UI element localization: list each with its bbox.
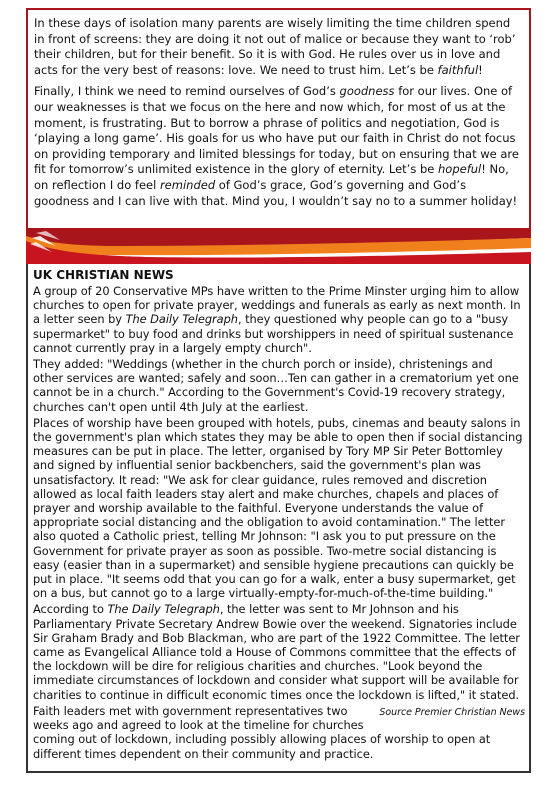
- news-paragraph-2: They added: "Weddings (whether in the church porch or inside), christenings and other services are wanted; safely and soon…Ten can gather in a crematorium yet one cannot be in a church." According to the Government's Covid-19 recovery strategy, churches can't open until 4th July at the earliest.: [33, 357, 519, 414]
- news-box: [26, 264, 531, 773]
- news-paragraph-1: A group of 20 Conservative MPs have written to the Prime Minster urging him to allow churches to open for private prayer, weddings and funerals as early as next month. In a letter seen by The Daily Telegraph, they questioned why people can go to a "busy supermarket" to buy food and drinks but worshippers in need of spiritual sustenance cannot currently pray in a largely empty church".: [33, 284, 521, 355]
- news-paragraph-4: According to The Daily Telegraph, the letter was sent to Mr Johnson and his Parliamentary Private Secretary Andrew Bowie over the weekend. Signatories include Sir Graham Brady and Bob Blackman, who are part of the 1922 Committee. The letter came as Evangelical Alliance told a House of Commons committee that the effects of the lockdown will be dire for religious charities and churches. "Look beyond the immediate circumstances of lockdown and consider what support will be available for charities to continue in difficult economic times once the lockdown is lifted," it stated.: [33, 602, 520, 702]
- source-credit: Source Premier Christian News: [379, 706, 525, 718]
- reflection-box: [26, 8, 531, 230]
- swoosh-graphic: [26, 228, 531, 264]
- news-paragraph-5: Source Premier Christian News Faith leaders met with government representatives two weeks ago and agreed to look at the timeline for churches coming out of lockdown, including possibly allowing places of worship to open at different times dependent on their community and practice.: [33, 703, 525, 761]
- reflection-paragraph-2: Finally, I think we need to remind ourselves of God’s goodness for our lives. One of our weaknesses is that we focus on the here and now which, for most of us at the moment, is frustrating. But to borrow a phrase of politics and negotiation, God is ‘playing a long game’. His goals for us who have put our faith in Christ do not focus on providing temporary and limited blessings for today, but on ensuring that we are fit for tomorrow’s unlimited existence in the glory of eternity. Let’s be hopeful! No, on reflection I do feel reminded of God’s grace, God’s governing and God’s goodness and I can live with that. Mind you, I wouldn’t say no to a summer holiday!: [34, 84, 519, 208]
- news-paragraph-3: Places of worship have been grouped with hotels, pubs, cinemas and beauty salons in the government's plan which states they may be able to open then if social distancing measures can be put in place. The letter, organised by Tory MP Sir Peter Bottomley and signed by influential senior backbenchers, said the government's plan was unsatisfactory. It read: "We ask for clear guidance, rules removed and discretion allowed as local faith leaders stay alert and make churches, chapels and places of prayer and worship available to the faithful. Everyone understands the value of appropriate social distancing and the obligation to avoid contamination." The letter also quoted a Catholic priest, telling Mr Johnson: "I ask you to put pressure on the Government for private prayer as soon as possible. Two-metre social distancing is easy (easier than in a supermarket) and sensible hygiene precautions can quickly be put in place. "It seems odd that you can go for a walk, enter a busy supermarket, get on a bus, but cannot go to a large virtually-empty-for-much-of-the-time building.": [33, 415, 523, 601]
- news-title: UK CHRISTIAN NEWS: [33, 268, 174, 282]
- decorative-swoosh-banner: [26, 228, 531, 264]
- reflection-paragraph-1: In these days of isolation many parents are wisely limiting the time children spend in front of screens: they are doing it not out of malice or because they want to ‘rob’ their children, but for their benefit. So it is with God. He rules over us in love and acts for the very best of reasons: love. We need to trust him. Let’s be faithful!: [34, 16, 516, 77]
